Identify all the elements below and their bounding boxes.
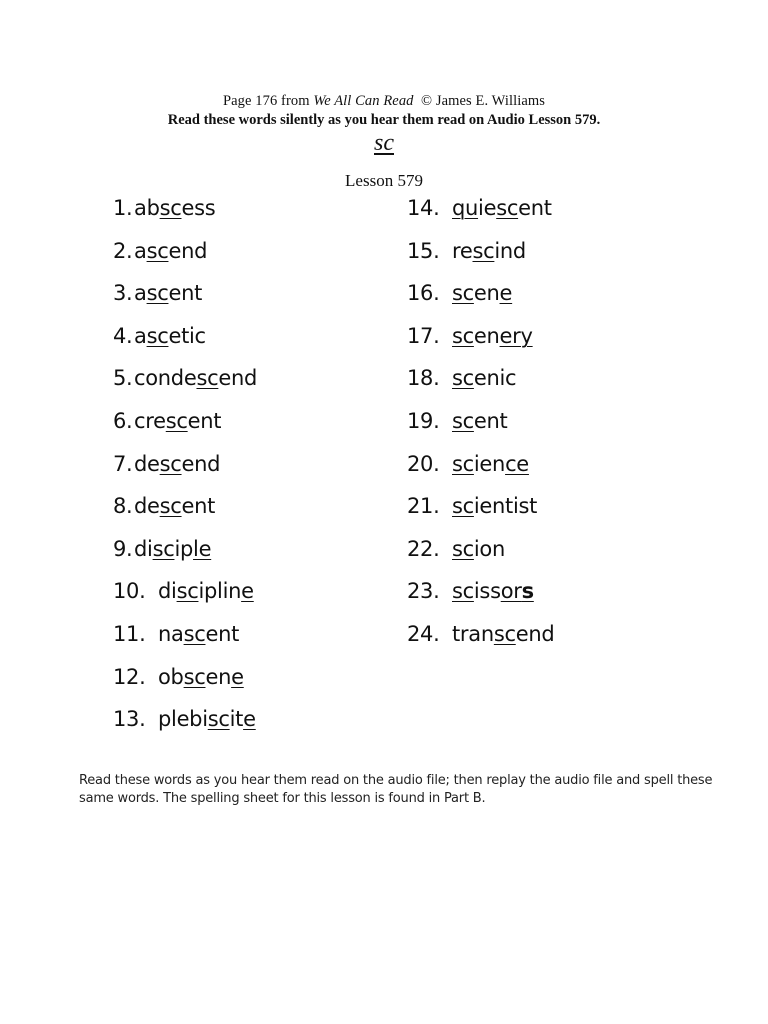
book-title: We All Can Read [313,93,414,109]
word-text [158,707,256,731]
word-item [407,321,554,364]
word-letters: a [134,323,147,348]
word-number: 21. [407,494,440,519]
word-text [452,366,516,390]
word-item [407,278,554,321]
word-letters: end [515,621,555,646]
word-letters: en [473,281,500,306]
word-letters: en [473,323,500,348]
instruction-text: Read these words silently as you hear them read on Audio Lesson 579. [167,112,601,128]
underlined-letters: le [193,536,212,561]
word-list-right [407,193,554,662]
word-item [113,321,257,364]
word-letters: re [452,238,473,263]
word-text [452,494,537,518]
word-number: 17. [407,323,440,348]
word-letters: de [134,451,160,476]
word-letters: a [134,281,147,306]
underlined-letters: sc [146,281,169,306]
word-item [407,619,554,662]
word-letters: ab [134,196,160,220]
underlined-letters: sc [452,579,474,604]
underlined-letters: sc [452,451,474,476]
word-letters: ob [158,664,184,689]
word-text [134,452,220,476]
word-text [452,196,552,220]
word-text [452,622,554,646]
word-letters: end [181,451,221,476]
word-letters: cre [134,408,166,433]
word-item [113,662,257,705]
word-letters: end [218,366,258,391]
word-letters: ientist [473,494,538,519]
word-number: 3. [113,281,133,306]
word-text [452,537,505,561]
word-letters: na [158,621,184,646]
copyright-text: © James E. Williams [413,93,546,109]
underlined-letters: sc [452,494,474,519]
word-text [452,409,507,433]
word-item [113,491,257,534]
word-letters: iss [473,579,501,604]
word-number: 2. [113,238,133,263]
underlined-letters: or [500,579,522,604]
word-letters: ion [473,536,505,561]
underlined-letters: sc [159,494,182,519]
word-letters: plebi [158,707,208,732]
underlined-letters: qu [452,196,479,220]
word-item [113,704,257,747]
word-item [113,576,257,619]
word-item [407,193,554,236]
word-item [113,236,257,279]
word-text [158,665,244,689]
underlined-letters: sc [176,579,199,604]
word-item [407,449,554,492]
word-letters: etic [168,323,206,348]
word-number: 18. [407,366,440,391]
lesson-title: Lesson 579 [345,171,423,190]
word-letters: di [158,579,177,604]
underlined-letters: sc [165,408,188,433]
word-number: 5. [113,366,133,391]
underlined-letters: sc [452,536,474,561]
word-text [158,579,254,603]
word-item [113,278,257,321]
word-letters: it [229,707,244,732]
underlined-letters: e [231,664,244,689]
word-letters: conde [134,366,197,391]
word-number: 15. [407,238,440,263]
underlined-letters: sc [452,366,474,391]
word-text [134,409,221,433]
source-prefix: Page 176 from [222,93,314,109]
word-letters: ent [518,196,552,220]
word-number: 14. [407,196,440,220]
word-item [113,363,257,406]
word-number: 9. [113,536,133,561]
word-text [134,196,215,220]
word-number: 24. [407,621,440,646]
word-letters: en [205,664,232,689]
word-letters: ent [205,621,240,646]
underlined-letters: sc [183,621,206,646]
word-text [134,324,206,348]
underlined-letters: sc [452,281,474,306]
word-item [113,534,257,577]
word-item [407,363,554,406]
word-letters: enic [473,366,517,391]
word-letters: ip [174,536,194,561]
word-text [158,622,239,646]
word-item [113,406,257,449]
word-number: 11. [113,621,146,646]
word-item [113,193,257,236]
word-item [407,576,554,619]
word-number: 6. [113,408,133,433]
underlined-letters: sc [159,451,182,476]
word-text [134,537,211,561]
word-text [134,281,202,305]
word-letters: ent [473,408,508,433]
underlined-letters: sc [146,238,169,263]
word-item [407,406,554,449]
word-text [134,494,215,518]
word-number: 10. [113,579,146,604]
underlined-letters: ery [499,323,533,348]
underlined-letters: s [521,579,534,604]
underlined-letters: e [241,579,254,604]
word-item [407,534,554,577]
word-number: 22. [407,536,440,561]
word-text [452,579,534,603]
underlined-letters: sc [452,323,474,348]
word-letters: di [134,536,153,561]
word-letters: de [134,494,160,519]
word-letters: ent [187,408,222,433]
word-letters: end [168,238,208,263]
word-number: 12. [113,664,146,689]
underlined-letters: sc [207,707,230,732]
word-item [407,236,554,279]
underlined-letters: e [243,707,256,732]
underlined-letters: sc [452,408,474,433]
underlined-letters: ce [505,451,529,476]
word-number: 16. [407,281,440,306]
word-letters: ind [494,238,526,263]
underlined-letters: sc [472,238,495,263]
word-number: 4. [113,323,133,348]
word-number: 1. [113,196,133,220]
word-letters: ent [168,281,203,306]
underlined-letters: sc [496,196,519,220]
underlined-letters: sc [196,366,219,391]
word-item [407,491,554,534]
word-letters: ess [181,196,216,220]
word-item [113,619,257,662]
word-list-left [113,193,257,747]
word-letters: a [134,238,147,263]
footer-note: Read these words as you hear them read on the audio file; then replay the audio file and spell these same words. The spelling sheet for this lesson is found in Part B. [79,773,713,806]
word-number: 7. [113,451,133,476]
word-text [452,239,526,263]
underlined-letters: sc [183,664,206,689]
source-line [0,93,768,110]
word-number: 13. [113,707,146,732]
word-text [452,324,533,348]
word-letters: ie [478,196,497,220]
word-number: 20. [407,451,440,476]
word-letters: tran [452,621,494,646]
word-text [134,366,257,390]
word-letters: iplin [198,579,242,604]
word-number: 8. [113,494,133,519]
underlined-letters: sc [493,621,516,646]
word-letters: ien [473,451,506,476]
word-text [134,239,207,263]
word-text [452,452,529,476]
sound-heading: sc [374,130,394,156]
underlined-letters: sc [152,536,175,561]
underlined-letters: sc [159,196,182,220]
word-item [113,449,257,492]
word-letters: ent [181,494,216,519]
underlined-letters: sc [146,323,169,348]
word-number: 23. [407,579,440,604]
word-number: 19. [407,408,440,433]
word-text [452,281,512,305]
underlined-letters: e [499,281,513,306]
